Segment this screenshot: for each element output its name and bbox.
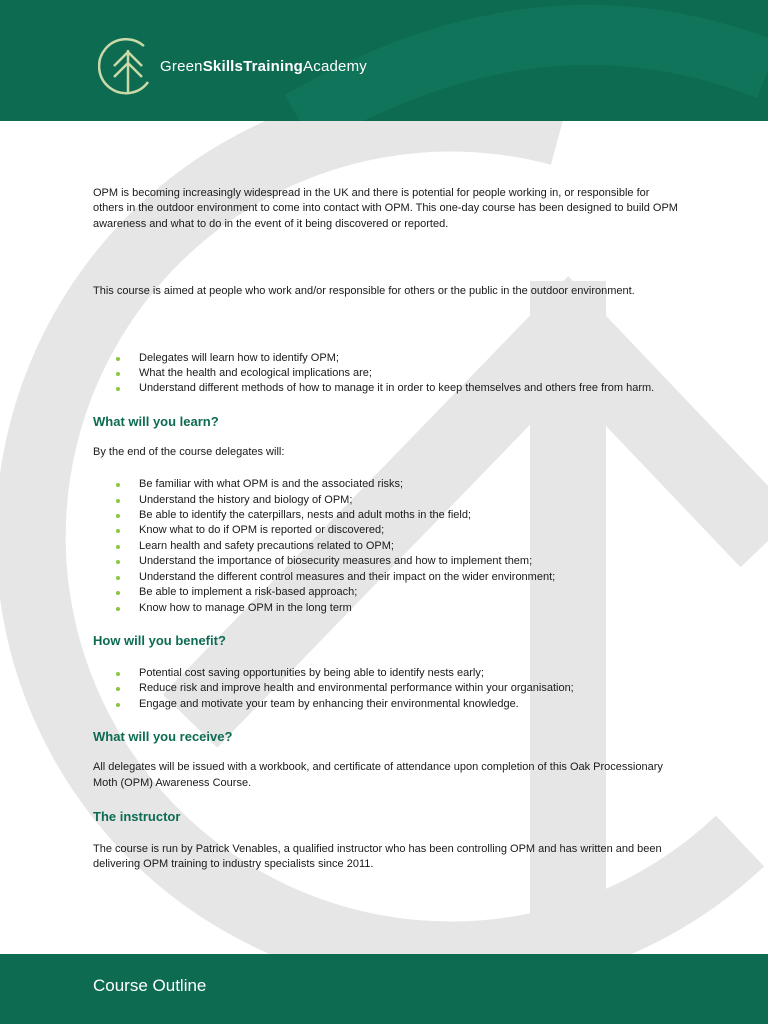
- page-header: [0, 0, 768, 121]
- list-item: Understand the importance of biosecurity measures and how to implement them;: [139, 554, 683, 569]
- receive-heading: What will you receive?: [93, 729, 233, 745]
- instructor-heading: The instructor: [93, 808, 181, 824]
- learn-list: [93, 477, 683, 616]
- list-item: Be able to identify the caterpillars, nests and adult moths in the field;: [139, 508, 683, 523]
- benefit-heading: How will you benefit?: [93, 632, 226, 648]
- list-item: Understand the history and biology of OPM;: [139, 493, 683, 508]
- list-item: Potential cost saving opportunities by being able to identify nests early;: [139, 666, 683, 681]
- list-item: Understand different methods of how to manage it in order to keep themselves and others free from harm.: [139, 381, 683, 396]
- list-item: What the health and ecological implications are;: [139, 366, 683, 381]
- brand-logo[interactable]: [98, 36, 367, 98]
- list-item: Learn health and safety precautions related to OPM;: [139, 539, 683, 554]
- brand-name-academy: Academy: [303, 57, 367, 75]
- list-item: Be able to implement a risk-based approach;: [139, 585, 683, 600]
- brand-name-skills: Skills: [202, 57, 244, 75]
- course-content: [93, 186, 683, 873]
- tree-icon: [98, 36, 160, 98]
- audience-paragraph: This course is aimed at people who work and/or responsible for others or the public in the outdoor environment.: [93, 285, 635, 298]
- learn-intro: By the end of the course delegates will:: [93, 445, 285, 458]
- list-item: Engage and motivate your team by enhancing their environmental knowledge.: [139, 697, 683, 712]
- list-item: Know what to do if OPM is reported or discovered;: [139, 523, 683, 538]
- brand-name-training: Training: [243, 57, 304, 75]
- benefit-list: [93, 666, 683, 712]
- list-item: Reduce risk and improve health and environmental performance within your organisation;: [139, 681, 683, 696]
- brand-name: [160, 58, 367, 75]
- receive-paragraph: All delegates will be issued with a workbook, and certificate of attendance upon completion of this Oak Processionary Moth (OPM) Awareness Course.: [93, 761, 663, 789]
- instructor-paragraph: The course is run by Patrick Venables, a qualified instructor who has been controlling OPM and has written and been delivering OPM training to industry specialists since 2011.: [93, 842, 662, 871]
- list-item: Be familiar with what OPM is and the associated risks;: [139, 477, 683, 492]
- list-item: Know how to manage OPM in the long term: [139, 601, 683, 616]
- learn-heading: What will you learn?: [93, 413, 219, 429]
- list-item: Understand the different control measures and their impact on the wider environment;: [139, 570, 683, 585]
- list-item: Delegates will learn how to identify OPM;: [139, 351, 683, 366]
- objectives-list: [93, 351, 683, 397]
- page-footer: [0, 954, 768, 1024]
- intro-paragraph: OPM is becoming increasingly widespread in the UK and there is potential for people working in, or responsible for others in the outdoor environment to come into contact with OPM. This one-day course has been designed to build OPM awareness and what to do in the event of it being discovered or reported.: [93, 187, 678, 230]
- footer-title: Course Outline: [93, 976, 207, 995]
- brand-name-green: Green: [160, 57, 203, 75]
